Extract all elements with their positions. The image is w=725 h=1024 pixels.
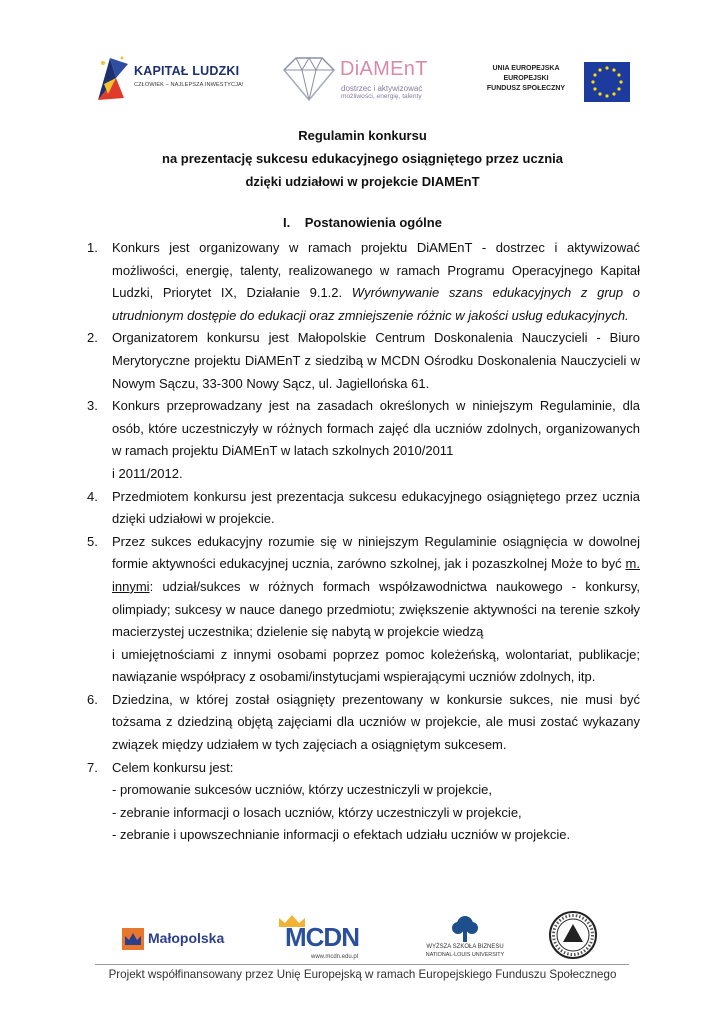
- footer-note: Projekt współfinansowany przez Unię Europejską w ramach Europejskiego Funduszu Społecznego: [108, 968, 617, 981]
- mcdn-url: www.mcdn.edu.pl: [311, 954, 359, 960]
- sub-item: - zebranie i upowszechnianie informacji o efektach udziału uczniów w projekcie.: [112, 827, 571, 843]
- item-text: Dziedzina, w której został osiągnięty prezentowany w konkursie sukces, nie musi być tożsama z dziedziną objętą zajęciami dla uczniów w projekcie, ale musi zostać wykazany związek między udziałem w tych zajęciach a osiągniętym sukcesem.: [112, 691, 640, 753]
- list-item: [87, 395, 640, 485]
- eu-text-line-3: FUNDUSZ SPOŁECZNY: [486, 85, 566, 92]
- item-italic-text: Wyrównywanie szans edukacyjnych z grup o utrudnionym dostępie do edukacji oraz zmniejszenie różnic w jakości usług edukacyjnych.: [112, 285, 640, 323]
- item-number: 6.: [87, 691, 98, 707]
- item-text: Konkurs przeprowadzany jest na zasadach określonych w niniejszym Regulaminie, dla osób, które uczestniczyły w różnych formach zajęć dla uczniów zdolnych, organizowanych w ramach projektu DiAMEnT w latach szkolnych 2010/2011: [112, 398, 640, 459]
- rules-list: [87, 237, 640, 847]
- malopolska-text: Małopolska: [148, 930, 225, 946]
- item-text: Przedmiotem konkursu jest prezentacja sukcesu edukacyjnego osiągniętego przez ucznia dzięki udziałowi w projekcie.: [112, 488, 640, 527]
- kapital-ludzki-emblem-icon: [94, 54, 130, 104]
- mcdn-text: MCDN: [285, 922, 359, 952]
- section-number: I.: [283, 215, 291, 230]
- title-line-2: na prezentację sukcesu edukacyjnego osiągniętego przez ucznia: [162, 151, 563, 166]
- wsb-logo: [410, 914, 520, 966]
- kapital-ludzki-title: KAPITAŁ LUDZKI: [134, 64, 240, 78]
- malopolska-crown-icon: [122, 928, 144, 950]
- eu-flag-icon: [584, 62, 630, 102]
- diament-logo: [282, 56, 462, 106]
- item-text: Organizatorem konkursu jest Małopolskie Centrum Doskonalenia Nauczycieli - Biuro Merytoryczne projektu DiAMEnT z siedzibą w MCDN Ośrodku Doskonalenia Nauczycieli w Nowym Sączu, 33-300 Nowy Sącz, ul. Jagiellońska 61.: [112, 330, 640, 391]
- eu-logo: [480, 60, 630, 104]
- footer-logos: [0, 906, 725, 976]
- list-item: [87, 486, 640, 531]
- header-logos: [0, 52, 725, 108]
- malopolska-logo: [122, 926, 252, 956]
- item-number: 3.: [87, 398, 98, 414]
- footer-divider: [95, 964, 629, 965]
- diamond-icon: [282, 56, 336, 102]
- section-heading: [0, 215, 725, 230]
- item-text-end: i 2011/2012.: [112, 465, 183, 481]
- document-title: [0, 124, 725, 193]
- diament-subtitle-1: dostrzec i aktywizować: [341, 84, 423, 93]
- list-item: [87, 327, 640, 395]
- kapital-ludzki-logo: [94, 54, 254, 104]
- item-number: 1.: [87, 240, 98, 255]
- item-number: 4.: [87, 488, 98, 504]
- item-number: 2.: [87, 330, 98, 346]
- diament-subtitle-2: możliwości, energię, talenty: [341, 93, 422, 100]
- section-title: Postanowienia ogólne: [304, 215, 442, 230]
- item-text-after: : udział/sukces w różnych formach współzawodnictwa naukowego - konkursy, olimpiady; sukcesy w nauce danego przedmiotu; zwiększenie aktywności na terenie szkoły macierzystej uczestnika; dzielenie się nabytą w projekcie wiedzą: [112, 578, 640, 640]
- sub-item: - zebranie informacji o losach uczniów, którzy uczestniczyli w projekcie,: [112, 804, 522, 820]
- item-number: 5.: [87, 533, 98, 549]
- diament-title: DiAMEnT: [340, 58, 428, 80]
- title-line-3: dzięki udziałowi w projekcie DIAMEnT: [245, 174, 480, 189]
- item-number: 7.: [87, 759, 98, 775]
- item-text: Celem konkursu jest:: [112, 759, 234, 775]
- nlu-seal-icon: [548, 910, 598, 960]
- list-item: [87, 689, 640, 757]
- eu-text: [480, 64, 572, 94]
- kapital-ludzki-subtitle: CZŁOWIEK – NAJLEPSZA INWESTYCJA!: [134, 82, 244, 88]
- tree-icon: [450, 914, 480, 944]
- list-item: [87, 757, 640, 847]
- wsb-line-1: WYŻSZA SZKOŁA BIZNESU: [426, 944, 504, 950]
- item-text: Przez sukces edukacyjny rozumie się w niniejszym Regulaminie osiągnięcia w dowolnej formie aktywności edukacyjnej ucznia, zarówno szkolnej, jak i pozaszkolnej Może to być: [112, 533, 640, 572]
- sub-item: - promowanie sukcesów uczniów, którzy uczestniczyli w projekcie,: [112, 782, 493, 798]
- item-text-end: i umiejętnościami z innymi osobami poprzez pomoc koleżeńską, wolontariat, publikacje; nawiązanie współpracy z osobami/instytucjami wspierającymi uczniów zdolnych, itp.: [112, 646, 640, 685]
- list-item: [87, 237, 640, 327]
- item-underlined-text: m. innymi: [112, 556, 640, 594]
- list-item: [87, 531, 640, 689]
- eu-text-line-1: UNIA EUROPEJSKA: [492, 65, 560, 72]
- mcdn-logo: [277, 918, 377, 966]
- wsb-line-2: NATIONAL-LOUIS UNIVERSITY: [425, 952, 505, 958]
- item-text: Konkurs jest organizowany w ramach projektu DiAMEnT - dostrzec i aktywizować możliwości, energię, talenty, realizowanego w ramach Programu Operacyjnego Kapitał Ludzki, Priorytet IX, Działanie 9.1.2.: [112, 240, 640, 301]
- eu-text-line-2: EUROPEJSKI: [503, 75, 549, 82]
- title-line-1: Regulamin konkursu: [298, 128, 427, 143]
